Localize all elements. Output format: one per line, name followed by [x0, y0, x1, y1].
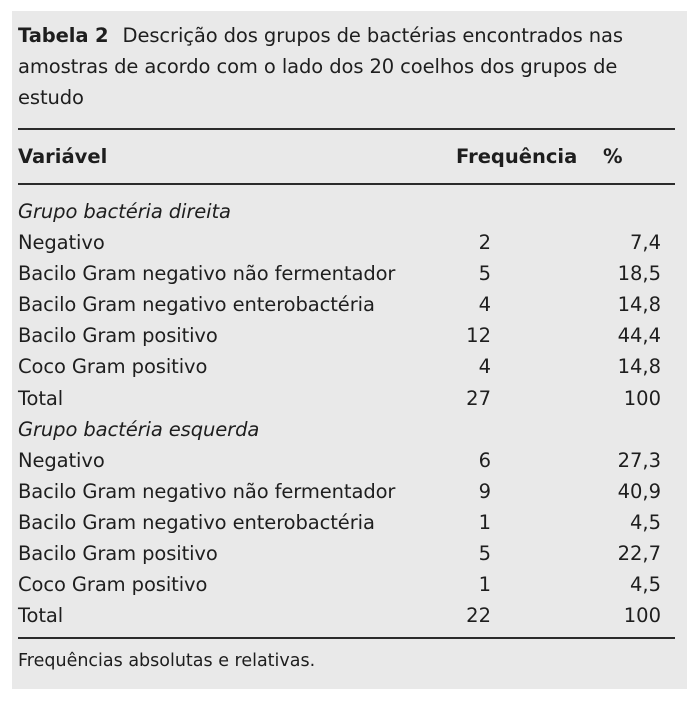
header-percent: %: [603, 145, 623, 168]
row-percent: 100: [623, 604, 661, 628]
row-frequency: 22: [466, 604, 491, 628]
caption-text: Descrição dos grupos de bactérias encontrados nas amostras de acordo com o lado dos 20 coelhos dos grupos de estudo: [18, 24, 623, 109]
row-frequency: 1: [478, 510, 491, 534]
row-frequency: 27: [466, 386, 491, 410]
caption-label: Tabela 2: [18, 24, 109, 47]
row-label: Coco Gram positivo: [18, 573, 208, 597]
row-label: Bacilo Gram negativo enterobactéria: [18, 293, 375, 317]
row-percent: 100: [623, 386, 661, 410]
row-frequency: 6: [478, 448, 491, 472]
bottom-rule: [18, 637, 675, 639]
row-label: Total: [18, 604, 64, 628]
row-label: Bacilo Gram positivo: [18, 324, 218, 348]
table-row: [0, 227, 700, 258]
row-percent: 7,4: [629, 231, 661, 255]
row-frequency: 4: [478, 355, 491, 379]
table-row: [0, 289, 700, 320]
row-percent: 22,7: [617, 542, 661, 566]
table-row: [0, 351, 700, 382]
row-percent: 44,4: [617, 324, 661, 348]
row-frequency: 5: [478, 262, 491, 286]
header-variable: Variável: [18, 145, 108, 168]
row-percent: 14,8: [617, 293, 661, 317]
table-row: [0, 258, 700, 289]
table-caption: [18, 20, 668, 113]
header-frequency: Frequência: [456, 145, 578, 168]
row-label: Bacilo Gram negativo não fermentador: [18, 479, 396, 503]
row-label: Negativo: [18, 231, 105, 255]
total-row: [0, 383, 700, 414]
row-label: Bacilo Gram negativo não fermentador: [18, 262, 396, 286]
row-label: Total: [18, 386, 64, 410]
table-row: [0, 476, 700, 507]
row-frequency: 9: [478, 479, 491, 503]
group-title: Grupo bactéria direita: [18, 200, 231, 223]
group-title-row: [0, 414, 700, 445]
table-row: [0, 507, 700, 538]
row-frequency: 2: [478, 231, 491, 255]
row-frequency: 1: [478, 573, 491, 597]
table-row: [0, 569, 700, 600]
table-row: [0, 320, 700, 351]
group-title-row: [0, 196, 700, 227]
row-percent: 14,8: [617, 355, 661, 379]
group-title: Grupo bactéria esquerda: [18, 417, 260, 441]
row-percent: 18,5: [617, 262, 661, 286]
row-label: Coco Gram positivo: [18, 355, 208, 379]
table-body: [0, 196, 700, 631]
row-percent: 4,5: [629, 573, 661, 597]
top-rule: [18, 128, 675, 130]
row-frequency: 4: [478, 293, 491, 317]
table-footnote: Frequências absolutas e relativas.: [18, 651, 316, 671]
row-percent: 40,9: [617, 479, 661, 503]
header-rule: [18, 183, 675, 185]
table-row: [0, 538, 700, 569]
row-percent: 4,5: [629, 510, 661, 534]
row-label: Negativo: [18, 448, 105, 472]
row-frequency: 12: [466, 324, 491, 348]
row-label: Bacilo Gram negativo enterobactéria: [18, 510, 375, 534]
row-percent: 27,3: [617, 448, 661, 472]
row-frequency: 5: [478, 542, 491, 566]
total-row: [0, 600, 700, 631]
table-row: [0, 445, 700, 476]
table-header: [0, 141, 700, 173]
row-label: Bacilo Gram positivo: [18, 542, 218, 566]
